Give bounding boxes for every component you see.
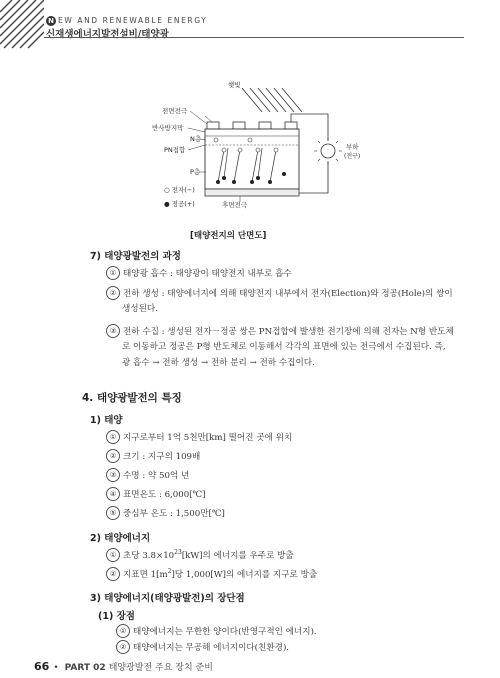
sun-item-3: ③ 수명 : 약 50억 년 xyxy=(106,468,189,482)
header-decoration-pattern xyxy=(0,0,44,54)
item-number: ② xyxy=(106,567,120,581)
item-number: ③ xyxy=(106,324,120,338)
front-electrode xyxy=(207,122,297,129)
sub-2-title: 2) 태양에너지 xyxy=(90,533,151,544)
sec7-item-3-cont: 로 이동하고 정공은 P형 반도체로 이동해서 각각의 표면에 있는 전극에서 수집된다. 즉, xyxy=(122,342,446,352)
advantage-item-1: ① 태양에너지는 무한한 양이다(반영구적인 에너지). xyxy=(116,624,317,638)
figure-caption: [태양전지의 단면도] xyxy=(190,231,267,241)
load-label: 부하 xyxy=(346,143,359,151)
antireflection-label: 반사방지막 xyxy=(152,124,184,132)
sun-item-2: ② 크기 : 지구의 109배 xyxy=(106,449,200,463)
load-sub-label: (전구) xyxy=(344,153,361,160)
rear-electrode xyxy=(205,189,299,196)
sec7-item-1: ① 태양광 흡수 : 태양광이 태양전지 내부로 흡수 xyxy=(106,266,292,280)
item-number: ③ xyxy=(106,468,120,482)
sun-item-1: ① 지구로부터 1억 5천만[km] 떨어진 곳에 위치 xyxy=(106,430,292,444)
sec7-item-2: ② 전하 생성 : 태양에너지에 의해 태양전지 내부에서 전자(Election)와 정공(Hole)의 쌍이 xyxy=(106,286,453,300)
footer-part: PART 02 xyxy=(64,663,106,673)
solar-cell-cross-section-diagram xyxy=(150,78,385,230)
footer-title: 태양광발전 주요 장치 준비 xyxy=(108,663,213,673)
item-number: ④ xyxy=(106,487,120,501)
footer-bullet: • xyxy=(53,663,59,673)
header-rule xyxy=(44,37,464,38)
rear-electrode-label: 후면전극 xyxy=(222,201,248,209)
energy-item-2: ② 지표면 $1[m^2]$당 1,000[W]의 에너지를 지구로 방출 xyxy=(106,567,317,581)
pn-junction-label: PN접합 xyxy=(164,146,186,154)
page-footer xyxy=(34,660,213,673)
n-layer-label: N층 xyxy=(190,135,202,143)
advantages-title: (1) 장점 xyxy=(98,611,135,622)
sun-item-4: ④ 표면온도 : 6,000[℃] xyxy=(106,487,206,501)
item-number: ① xyxy=(106,266,120,280)
front-electrode-label: 전면전극 xyxy=(162,107,188,115)
sub-1-title: 1) 태양 xyxy=(90,415,123,426)
item-number: ② xyxy=(106,286,120,300)
section-4-title: 4. 태양광발전의 특징 xyxy=(82,392,182,404)
sun-item-5: ⑤ 중심부 온도 : 1,500만[℃] xyxy=(106,506,225,520)
page-header xyxy=(0,0,500,58)
section-7-title: 7) 태양광발전의 과정 xyxy=(90,251,181,262)
sub-3-title: 3) 태양에너지(태양광발전)의 장단점 xyxy=(90,593,245,604)
item-number: ① xyxy=(106,548,120,562)
item-number: ② xyxy=(106,449,120,463)
sec7-item-2-cont: 생성된다. xyxy=(122,304,158,314)
sec7-item-3-cont2: 광 흡수 → 전하 생성 → 전하 분리 → 전하 수집이다. xyxy=(122,358,315,368)
p-layer-label: P층 xyxy=(190,168,201,176)
sec7-item-3: ③ 전하 수집 : 생성된 전자－정공 쌍은 PN접합에 발생한 전기장에 의해 전자는 N형 반도체 xyxy=(106,324,454,338)
item-number: ② xyxy=(116,640,130,654)
hole-legend: ● 정공(+) xyxy=(164,200,195,208)
item-number: ① xyxy=(106,430,120,444)
energy-item-1: ① 초당 $3.8\times 10^{23}[kW]$의 에너지를 우주로 방출 xyxy=(106,548,294,562)
header-korean-title: 신재생에너지발전설비/태양광 xyxy=(46,29,169,40)
load-bulb-icon xyxy=(314,137,342,165)
page-number: 66 xyxy=(34,660,50,673)
header-english-title: N EW AND RENEWABLE ENERGY xyxy=(46,16,207,26)
item-number: ① xyxy=(116,624,130,638)
electron-legend: ○ 전자(−) xyxy=(164,186,195,194)
sunlight-rays xyxy=(242,88,302,112)
item-number: ⑤ xyxy=(106,506,120,520)
advantage-item-2: ② 태양에너지는 무공해 에너지이다(친환경). xyxy=(116,640,289,654)
sunlight-label: 햇빛 xyxy=(228,81,241,89)
